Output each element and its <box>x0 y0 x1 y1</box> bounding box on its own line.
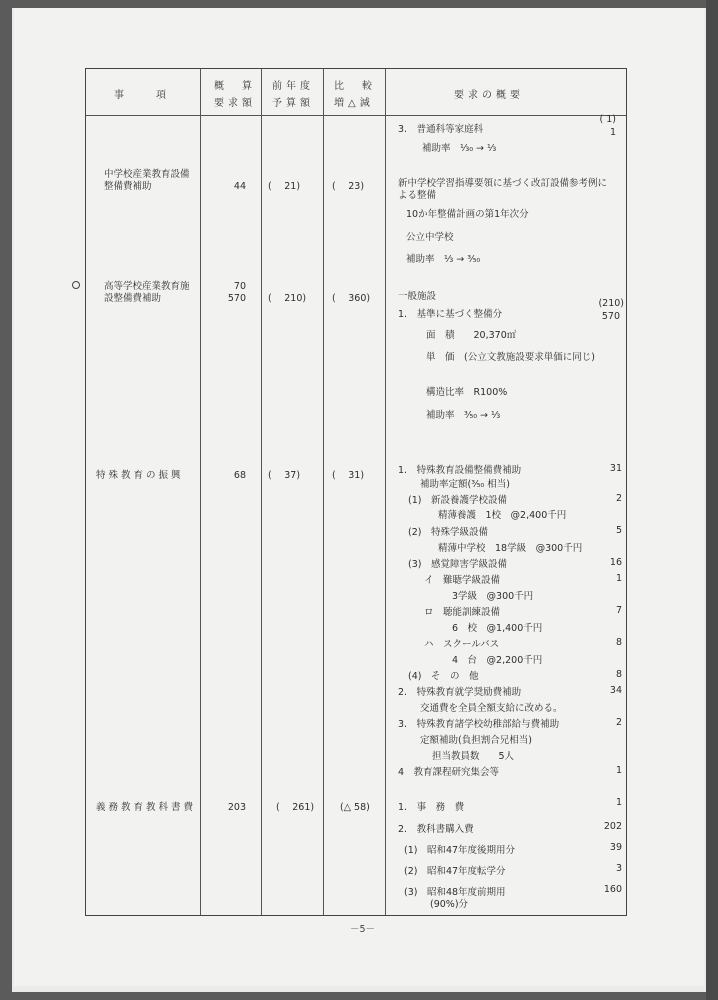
detail-amount: 39 <box>609 842 622 853</box>
header-item: 事 項 <box>114 90 170 101</box>
row1-diff: ( 23) <box>332 181 365 192</box>
detail-amount: 1 <box>615 797 622 808</box>
detail-line: 4 教育課程研究集会等 <box>398 767 500 778</box>
detail-line: 一般施設 <box>398 291 437 302</box>
detail-amount: 3 <box>615 863 622 874</box>
row2-diff: ( 360) <box>332 293 371 304</box>
row2-prev: ( 210) <box>268 293 307 304</box>
detail-line: (2) 特殊学級設備 <box>408 527 488 538</box>
detail-line: (2) 昭和47年度転学分 <box>404 866 506 877</box>
row2-name: 高等学校産業教育施 <box>104 281 190 292</box>
detail-line: 定額補助(負担割合兄相当) <box>420 735 532 746</box>
detail-line: 単 価 (公立文教施設要求単価に同じ) <box>426 352 595 363</box>
budget-table <box>85 68 627 916</box>
detail-line: ロ 聴能訓練設備 <box>424 607 501 618</box>
detail-amount: 7 <box>615 605 622 616</box>
detail-amount: 570 <box>601 311 620 322</box>
page-number: －5－ <box>350 924 376 935</box>
row3-diff: ( 31) <box>332 470 365 481</box>
row4-diff: (△ 58) <box>340 802 370 813</box>
detail-amount: 8 <box>615 669 622 680</box>
detail-amount: 16 <box>609 557 622 568</box>
detail-amount: 34 <box>609 685 622 696</box>
row3-name: 特殊教育の振興 <box>96 470 184 481</box>
detail-line: (1) 新設養護学校設備 <box>408 495 507 506</box>
detail-amount: ( 1) <box>599 114 616 125</box>
column-divider <box>200 69 201 915</box>
row1-name-2: 整備費補助 <box>104 181 152 192</box>
detail-line: 補助率 ⅓ → ⅗₀ <box>406 254 481 265</box>
detail-line: (4) そ の 他 <box>408 671 479 682</box>
row4-name: 義務教育教科書費 <box>96 802 197 813</box>
detail-amount: 202 <box>603 821 622 832</box>
detail-line: 2. 教科書購入費 <box>398 824 474 835</box>
detail-amount: 8 <box>615 637 622 648</box>
detail-line: 面 積 20,370㎡ <box>426 330 517 341</box>
header-summary: 要求の概要 <box>454 90 524 101</box>
detail-line: 新中学校学習指導要領に基づく改訂設備参考例に <box>398 178 608 189</box>
row3-prev: ( 37) <box>268 470 301 481</box>
detail-amount: 2 <box>615 717 622 728</box>
detail-line: ハ スクールバス <box>424 639 500 650</box>
scan-edge <box>706 0 718 1000</box>
detail-line: 精薄養護 1校 @2,400千円 <box>438 510 567 521</box>
detail-line: イ 難聴学級設備 <box>424 575 501 586</box>
column-divider <box>261 69 262 915</box>
circle-mark <box>72 281 80 289</box>
detail-line: 交通費を全員全額支給に改める。 <box>420 703 563 714</box>
detail-line: 4 台 @2,200千円 <box>452 655 543 666</box>
row4-prev: ( 261) <box>276 802 315 813</box>
row3-request: 68 <box>233 470 246 481</box>
detail-amount: 1 <box>615 765 622 776</box>
detail-line: 補助率 ⅓₀ → ⅓ <box>422 143 497 154</box>
row1-prev: ( 21) <box>268 181 301 192</box>
row2-request-1: 70 <box>233 281 246 292</box>
detail-amount: 5 <box>615 525 622 536</box>
column-divider <box>323 69 324 915</box>
detail-line: (1) 昭和47年度後期用分 <box>404 845 516 856</box>
detail-line: (3) 昭和48年度前期用 <box>404 887 506 898</box>
row2-name-2: 設整備費補助 <box>104 293 162 304</box>
detail-amount: 31 <box>609 463 622 474</box>
detail-amount: (210) <box>598 298 624 309</box>
row4-request: 203 <box>227 802 246 813</box>
detail-line: (3) 感覚障害学級設備 <box>408 559 507 570</box>
detail-line: 構造比率 R100% <box>426 387 508 398</box>
column-divider <box>385 69 386 915</box>
detail-line: (90%)分 <box>430 899 469 910</box>
detail-line: 1. 特殊教育設備整備費補助 <box>398 465 522 476</box>
row1-name: 中学校産業教育設備 <box>104 169 190 180</box>
detail-amount: 2 <box>615 493 622 504</box>
detail-line: 10か年整備計画の第1年次分 <box>406 209 529 220</box>
detail-amount: 1 <box>615 573 622 584</box>
header-request-1: 概 算 <box>214 81 256 92</box>
detail-line: 担当教員数 5人 <box>432 751 515 762</box>
header-divider <box>86 115 626 116</box>
detail-line: 2. 特殊教育就学奨励費補助 <box>398 687 522 698</box>
header-prev-2: 予算額 <box>272 98 314 109</box>
detail-line: 3. 普通科等家庭科 <box>398 124 484 135</box>
row1-request: 44 <box>233 181 246 192</box>
header-prev-1: 前年度 <box>272 81 314 92</box>
detail-line: よる整備 <box>398 190 437 201</box>
header-diff-2: 増△減 <box>334 98 374 109</box>
detail-line: 3. 特殊教育諸学校幼稚部給与費補助 <box>398 719 560 730</box>
detail-amount: 160 <box>603 884 622 895</box>
detail-line: 1. 基準に基づく整備分 <box>398 309 503 320</box>
detail-line: 補助率 ⅗₀ → ⅓ <box>426 410 501 421</box>
detail-line: 6 校 @1,400千円 <box>452 623 543 634</box>
detail-line: 精薄中学校 18学級 @300千円 <box>438 543 583 554</box>
detail-amount: 1 <box>609 127 616 138</box>
header-request-2: 要求額 <box>214 98 256 109</box>
detail-line: 3学級 @300千円 <box>452 591 534 602</box>
detail-line: 1. 事 務 費 <box>398 802 465 813</box>
detail-line: 補助率定額(⅗₀ 相当) <box>420 479 510 490</box>
row2-request-2: 570 <box>227 293 246 304</box>
detail-line: 公立中学校 <box>406 232 454 243</box>
header-diff-1: 比 較 <box>334 81 376 92</box>
